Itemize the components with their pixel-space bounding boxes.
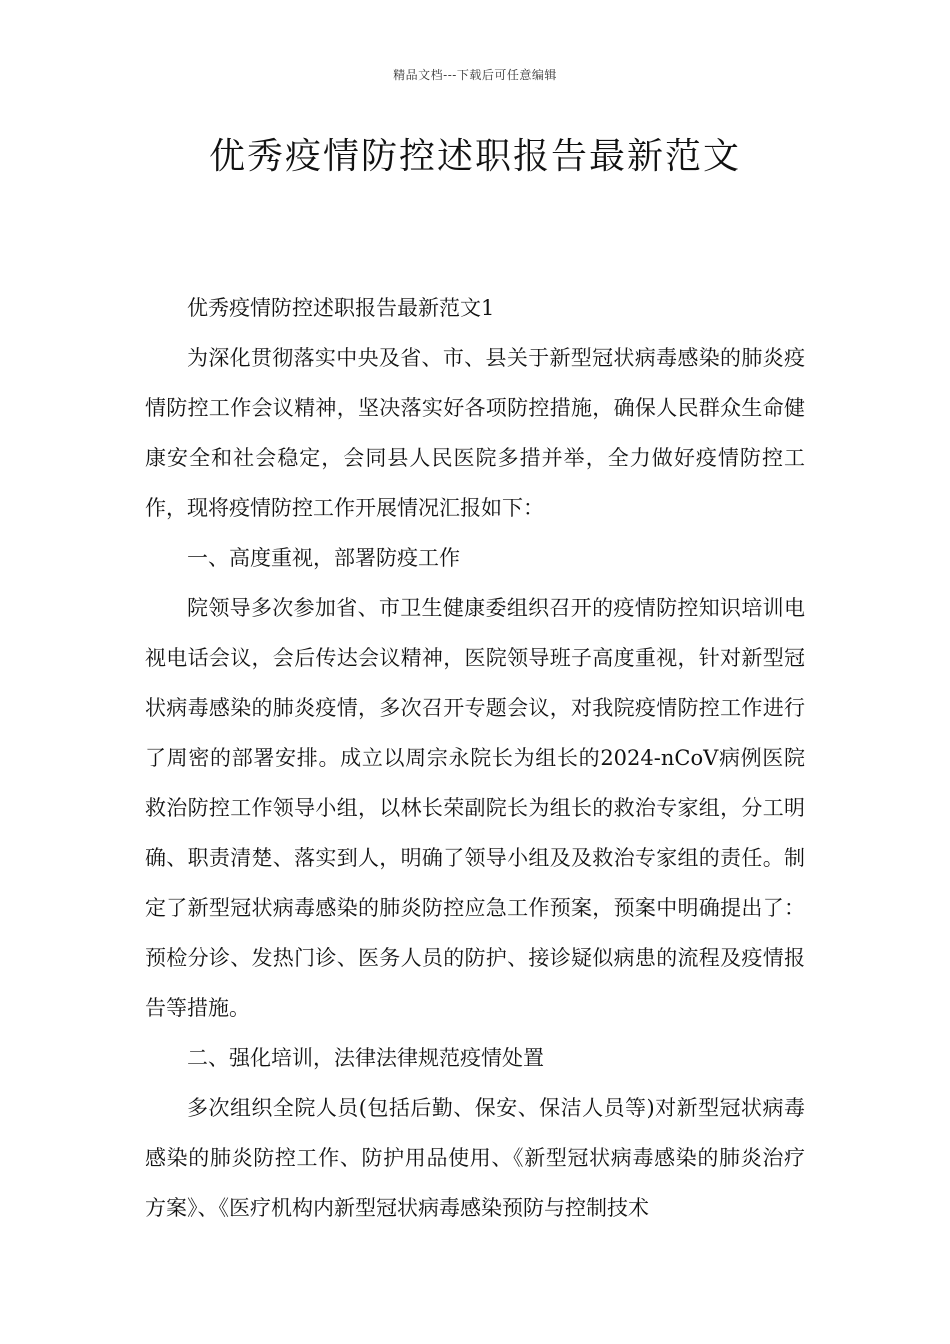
body-paragraph: 院领导多次参加省、市卫生健康委组织召开的疫情防控知识培训电视电话会议，会后传达会议精神，医院领导班子高度重视，针对新型冠状病毒感染的肺炎疫情，多次召开专题会议，对我院疫情防控工作进行了周密的部署安排。成立以周宗永院长为组长的2024-nCoV病例医院救治防控工作领导小组，以林长荣副院长为组长的救治专家组，分工明确、职责清楚、落实到人，明确了领导小组及及救治专家组的责任。制定了新型冠状病毒感染的肺炎防控应急工作预案，预案中明确提出了：预检分诊、发热门诊、医务人员的防护、接诊疑似病患的流程及疫情报告等措施。: [145, 596, 805, 1020]
section-heading: 优秀疫情防控述职报告最新范文1: [187, 296, 495, 320]
body-paragraph: 为深化贯彻落实中央及省、市、县关于新型冠状病毒感染的肺炎疫情防控工作会议精神，坚决落实好各项防控措施，确保人民群众生命健康安全和社会稳定，会同县人民医院多措并举，全力做好疫情防控工作，现将疫情防控工作开展情况汇报如下：: [145, 346, 805, 520]
document-title: 优秀疫情防控述职报告最新范文: [208, 136, 741, 177]
header-note: 精品文档---下载后可任意编辑: [393, 68, 557, 82]
section-heading: 一、高度重视，部署防疫工作: [187, 546, 460, 570]
section-heading: 二、强化培训，法律法律规范疫情处置: [187, 1046, 544, 1070]
document-body: [145, 283, 805, 1233]
body-paragraph: 多次组织全院人员(包括后勤、保安、保洁人员等)对新型冠状病毒感染的肺炎防控工作、防护用品使用、《新型冠状病毒感染的肺炎治疗方案》、《医疗机构内新型冠状病毒感染预防与控制技术: [145, 1096, 805, 1220]
